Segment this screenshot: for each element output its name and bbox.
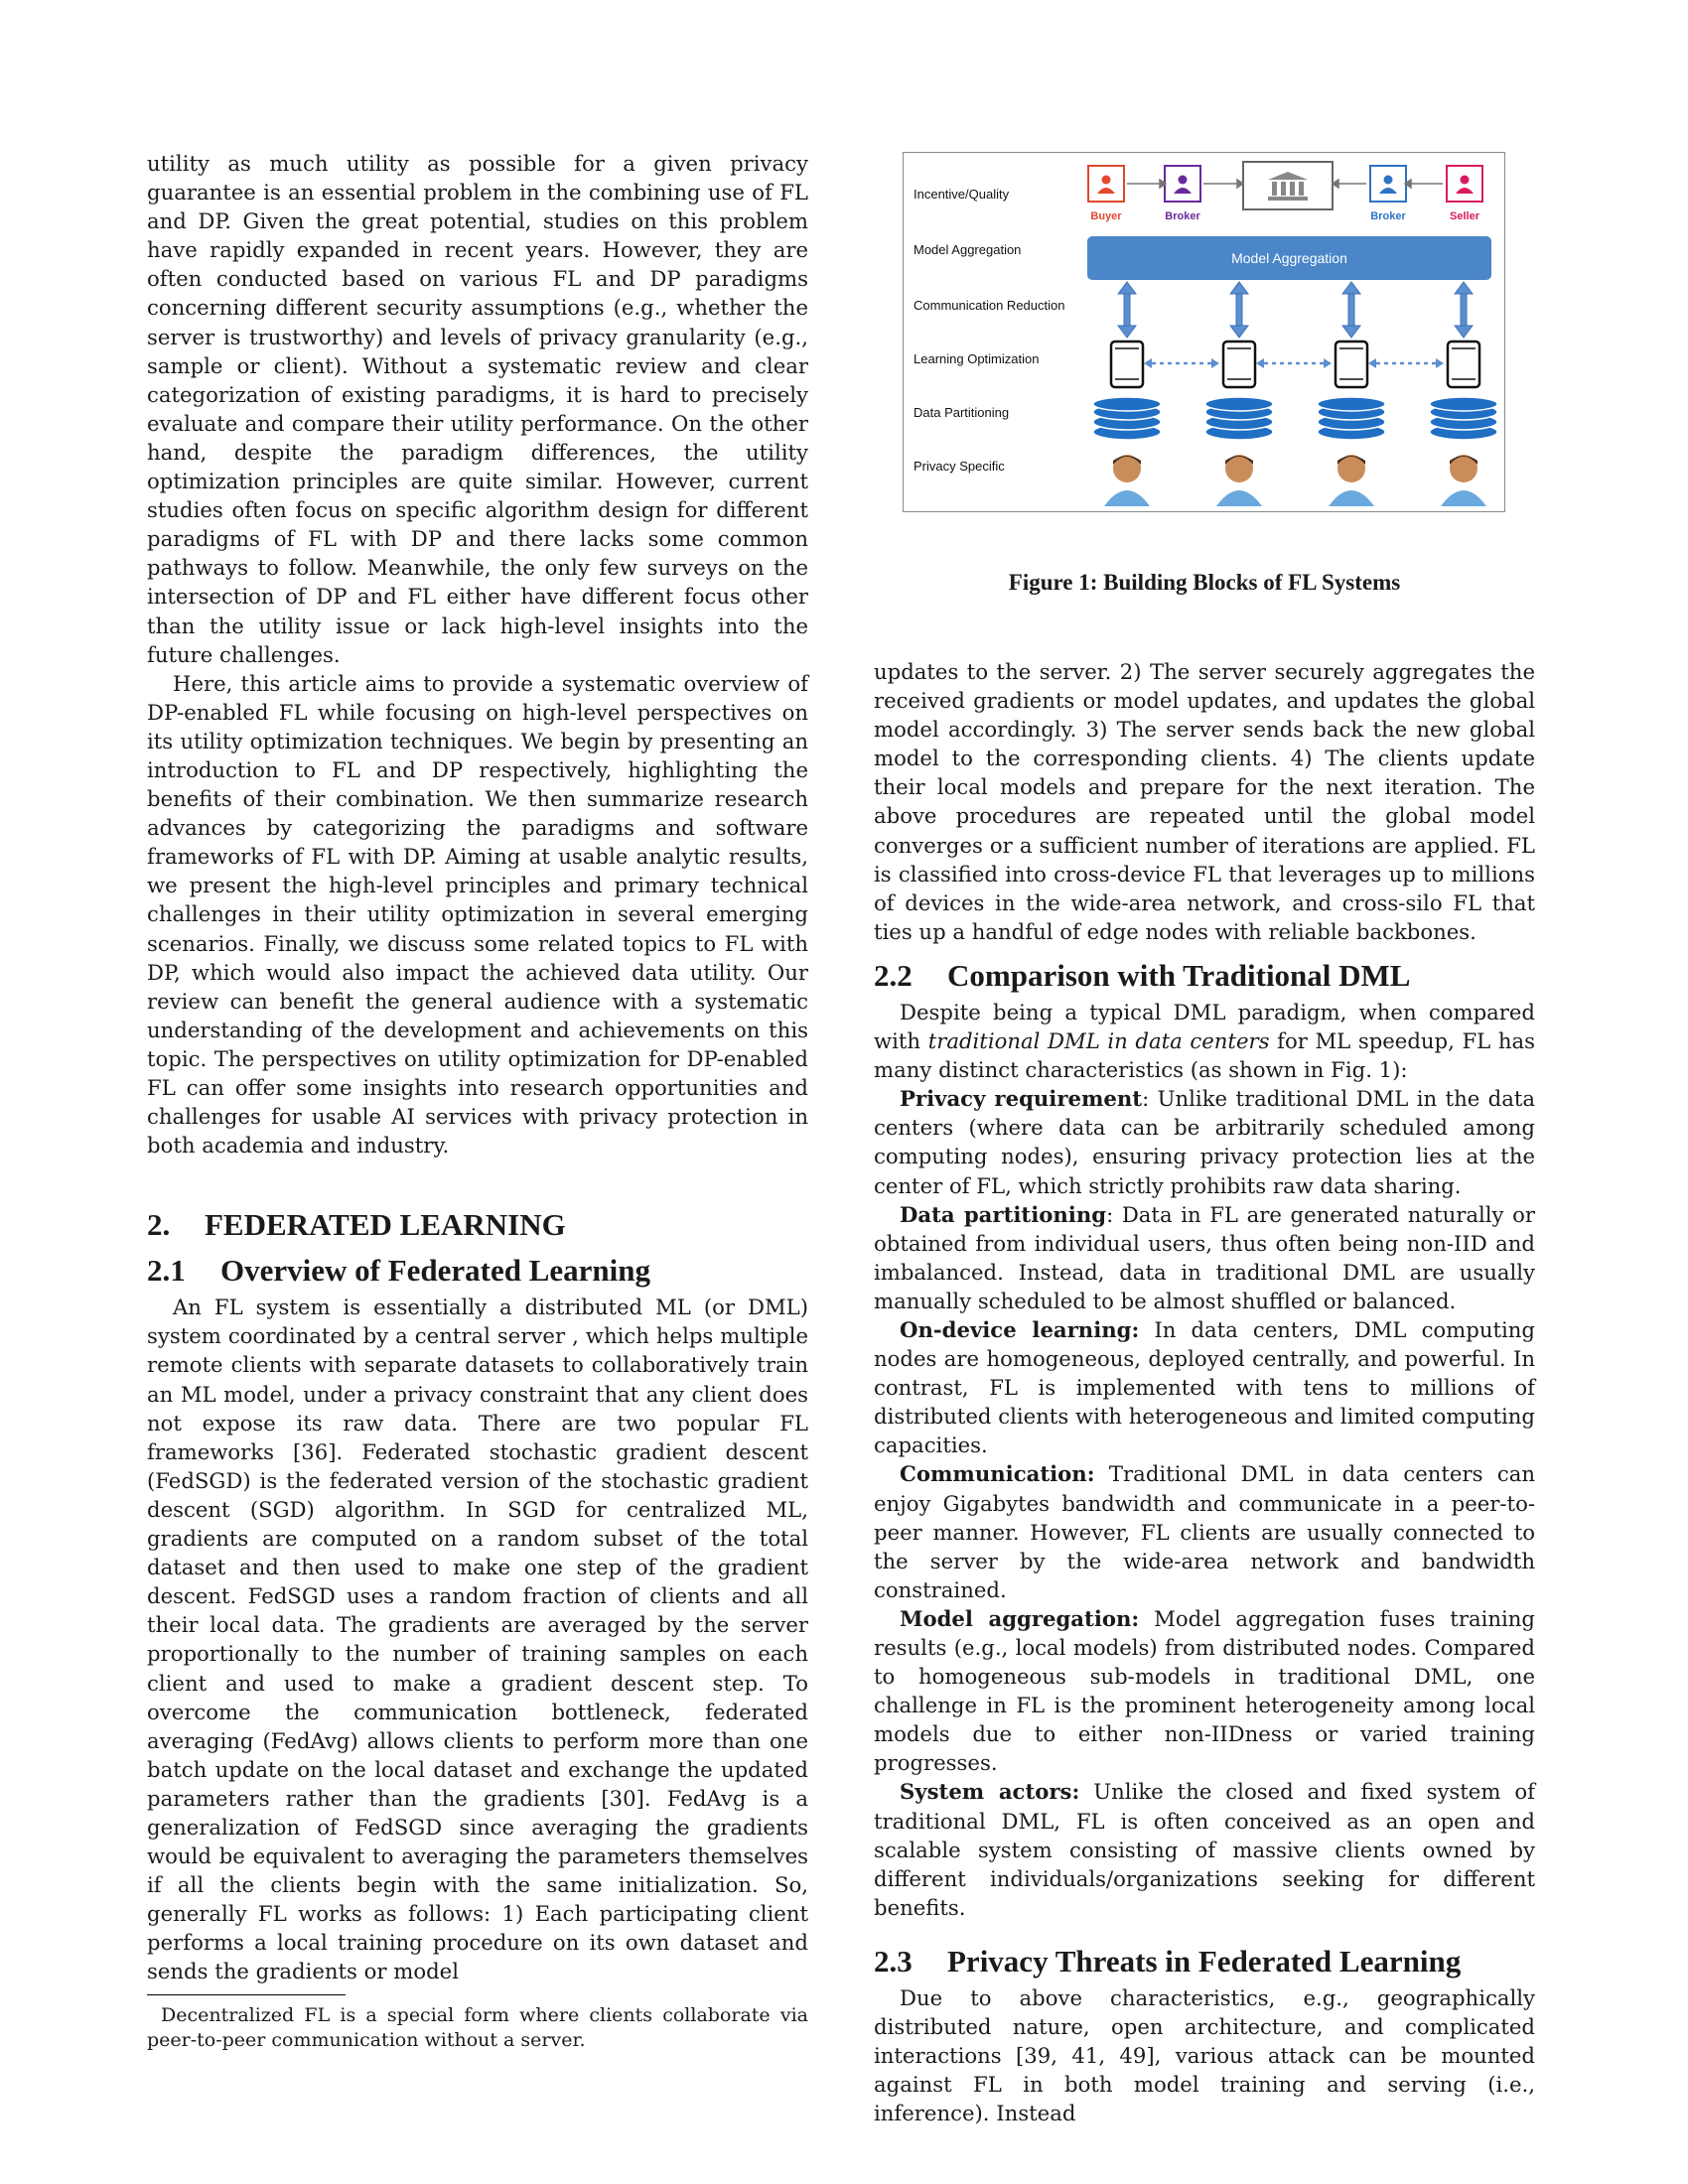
item-text: Unlike the closed and fixed system of traditional DML, FL is often conceived as an open and scalable system consisting of massive clients owned by different individuals/organizations seeking for different benefits. bbox=[874, 1779, 1535, 1920]
item-term: Data partitioning bbox=[900, 1201, 1107, 1227]
phone-icon bbox=[1332, 340, 1371, 389]
footnote-rule bbox=[147, 1994, 346, 1995]
phone-icon bbox=[1444, 340, 1483, 389]
item-separator: : bbox=[1106, 1201, 1122, 1227]
characteristic-item bbox=[874, 1084, 1535, 1199]
figure-label: Communication Reduction bbox=[914, 298, 1065, 313]
item-term: Privacy requirement bbox=[900, 1086, 1143, 1112]
footnote: Decentralized FL is a special form where clients collaborate via peer-to-peer communication without a server. bbox=[147, 2003, 808, 2051]
item-text: Data in FL are generated naturally or obtained from individual users, thus often being non-IID and imbalanced. Instead, data in traditional DML are usually manually scheduled to be almost shuffled or balanced. bbox=[874, 1201, 1535, 1313]
item-separator bbox=[1139, 1606, 1154, 1631]
paragraph bbox=[874, 998, 1535, 1084]
subsection-number: 2.3 bbox=[874, 1943, 913, 1979]
subsection-title: Privacy Threats in Federated Learning bbox=[947, 1943, 1462, 1979]
emphasis-text: traditional DML in data centers bbox=[927, 1028, 1270, 1054]
paragraph: utility as much utility as possible for a given privacy guarantee is an essential problem in the combining use of FL and DP. Given the great potential, studies on this problem have rapidly expanded in recent years. However, they are often conducted based on various FL and DP paradigms concerning different security assumptions (e.g., whether the server is trustworthy) and levels of privacy granularity (e.g., sample or client). Without a systematic review and clear categorization of existing paradigms, it is hard to precisely evaluate and compare their utility performance. On the other hand, despite the paradigm differences, the utility optimization principles are quite similar. However, current studies often focus on specific algorithm design for different paradigms of FL with DP and there lacks some common pathways to follow. Meanwhile, the only few surveys on the intersection of DP and FL either have different focus other than the utility issue or lack high-level insights into the future challenges. bbox=[147, 151, 808, 667]
paragraph: Here, this article aims to provide a systematic overview of DP-enabled FL while focusing on high-level perspectives on its utility optimization techniques. We begin by presenting an introduction to FL and DP respectively, highlighting the benefits of their combination. We then summarize research advances by categorizing the paradigms and software frameworks of FL with DP. Aiming at usable analytic results, we present the high-level principles and primary technical challenges in their utility optimization in several emerging scenarios. Finally, we discuss some related topics to FL with DP, which would also impact the achieved data utility. Our review can benefit the general audience with a systematic understanding of the development and achievements on this topic. The perspectives on utility optimization for DP-enabled FL can offer some insights into research opportunities and challenges for usable AI services with privacy protection in both academia and industry. bbox=[147, 670, 808, 1159]
model-aggregation-bar: Model Aggregation bbox=[1087, 236, 1491, 280]
figure-label: Incentive/Quality bbox=[914, 187, 1010, 202]
paragraph: Due to above characteristics, e.g., geographically distributed nature, open architecture, and complicated interactions [39, 41, 49], various attack can be mounted against FL in both model training and serving (i.e., inference). Instead bbox=[874, 1984, 1535, 2126]
subsection-heading bbox=[874, 1944, 1535, 1979]
actor-caption: Broker bbox=[1165, 210, 1200, 222]
database-icon bbox=[1427, 396, 1500, 442]
subsection-heading bbox=[147, 1253, 808, 1289]
item-text: Traditional DML in data centers can enjoy Gigabytes bandwidth and communicate in a peer-to-peer manner. However, FL clients are usually connected to the server by the wide-area network and bandwidth constrained. bbox=[874, 1461, 1535, 1602]
subsection-number: 2.2 bbox=[874, 957, 913, 993]
characteristic-item bbox=[874, 1459, 1535, 1603]
phone-icon bbox=[1219, 340, 1259, 389]
item-separator bbox=[1095, 1461, 1109, 1486]
subsection-title: Overview of Federated Learning bbox=[220, 1253, 651, 1289]
user-icon bbox=[1437, 449, 1490, 508]
right-column bbox=[874, 657, 1535, 2127]
database-icon bbox=[1202, 396, 1276, 442]
item-text: In data centers, DML computing nodes are homogeneous, deployed centrally, and powerful. In contrast, FL is implemented with tens to millions of distributed clients with heterogeneous and limited computing capacities. bbox=[874, 1316, 1535, 1458]
item-separator: : bbox=[1142, 1086, 1158, 1112]
section-heading bbox=[147, 1207, 808, 1243]
subsection-title: Comparison with Traditional DML bbox=[947, 957, 1411, 993]
figure-label: Data Partitioning bbox=[914, 405, 1010, 420]
user-icon bbox=[1100, 449, 1154, 508]
item-term: On-device learning: bbox=[900, 1316, 1140, 1342]
subsection-number: 2.1 bbox=[147, 1253, 186, 1289]
user-icon bbox=[1212, 449, 1266, 508]
user-icon bbox=[1325, 449, 1378, 508]
paragraph-text: for ML speedup, FL has many distinct characteristics (as shown in Fig. 1): bbox=[874, 1028, 1535, 1083]
actor-caption: Broker bbox=[1370, 210, 1406, 222]
subsection-heading bbox=[874, 958, 1535, 994]
figure-caption: Figure 1: Building Blocks of FL Systems bbox=[1008, 570, 1401, 595]
left-column bbox=[147, 149, 808, 2053]
actor-caption: Buyer bbox=[1090, 210, 1122, 222]
item-term: Model aggregation: bbox=[900, 1605, 1140, 1631]
phone-icon bbox=[1107, 340, 1147, 389]
database-icon bbox=[1090, 396, 1164, 442]
figure-label: Privacy Specific bbox=[914, 459, 1005, 474]
paragraph: An FL system is essentially a distributed ML (or DML) system coordinated by a central server , which helps multiple remote clients with separate datasets to collaboratively train an ML model, under a privacy constraint that any client does not expose its raw data. There are two popular FL frameworks [36]. Federated stochastic gradient descent (FedSGD) is the federated version of the stochastic gradient descent (SGD) algorithm. In SGD for centralized ML, gradients are computed on a random subset of the total dataset and then used to make one step of the gradient descent. FedSGD uses a random fraction of clients and all their local data. The gradients are averaged by the server proportionally to the number of training samples on each client and used to make a gradient descent step. To overcome the communication bottleneck, federated averaging (FedAvg) allows clients to perform more than one batch update on the local dataset and exchange the updated parameters rather than the gradients [30]. FedAvg is a generalization of FedSGD since averaging the gradients would be equivalent to averaging the parameters themselves if all the clients begin with the same initialization. So, generally FL works as follows: 1) Each participating client performs a local training procedure on its own dataset and sends the gradients or model bbox=[147, 1295, 808, 1984]
actor-caption: Seller bbox=[1450, 210, 1479, 222]
characteristic-item bbox=[874, 1777, 1535, 1921]
characteristic-item bbox=[874, 1200, 1535, 1315]
section-number: 2. bbox=[147, 1207, 171, 1243]
characteristic-item bbox=[874, 1315, 1535, 1459]
paragraph-text: Despite being a typical DML paradigm, when compared with bbox=[874, 999, 1535, 1054]
item-text: Model aggregation fuses training results (e.g., local models) from distributed nodes. Compared to homogeneous sub-models in traditional DML, one challenge in FL is the prominent heterogeneity among local models due to either non-IIDness or varied training progresses. bbox=[874, 1605, 1535, 1776]
figure-label: Model Aggregation bbox=[914, 242, 1022, 257]
item-term: Communication: bbox=[900, 1461, 1095, 1487]
item-text: Unlike traditional DML in the data centers (where data can be arbitrarily scheduled among computing nodes), ensuring privacy protection lies at the center of FL, which strictly prohibits raw data sharing. bbox=[874, 1086, 1535, 1198]
item-separator bbox=[1139, 1317, 1154, 1342]
actor-arrows bbox=[904, 153, 1506, 513]
figure-building-blocks bbox=[903, 152, 1505, 512]
database-icon bbox=[1315, 396, 1388, 442]
item-term: System actors: bbox=[900, 1779, 1080, 1805]
figure-label: Learning Optimization bbox=[914, 351, 1040, 366]
paragraph: updates to the server. 2) The server securely aggregates the received gradients or model updates, and updates the global model accordingly. 3) The server sends back the new global model to the corresponding clients. 4) The clients update their local models and prepare for the next iteration. The above procedures are repeated until the global model converges or a sufficient number of iterations are applied. FL is classified into cross-device FL that leverages up to millions of devices in the wide-area network, and cross-silo FL that ties up a handful of edge nodes with reliable backbones. bbox=[874, 659, 1535, 944]
item-separator bbox=[1079, 1779, 1093, 1804]
section-title: FEDERATED LEARNING bbox=[205, 1207, 566, 1243]
characteristic-item bbox=[874, 1604, 1535, 1778]
